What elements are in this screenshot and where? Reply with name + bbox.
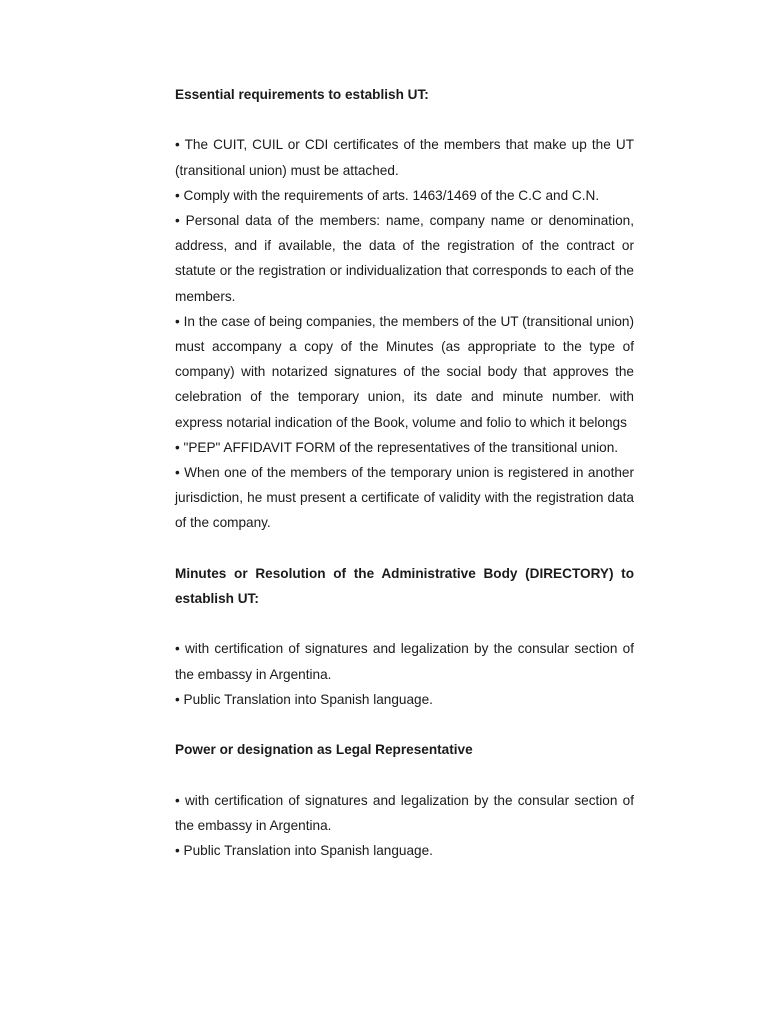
list-item: • with certification of signatures and legalization by the consular section of the embassy in Argentina. xyxy=(175,792,634,833)
list-item: • with certification of signatures and legalization by the consular section of the embassy in Argentina. xyxy=(175,641,634,682)
spacer xyxy=(175,712,634,737)
list-item: • Personal data of the members: name, company name or denomination, address, and if available, the data of the registration of the contract or statute or the registration or individualization that corresponds to each of the members. xyxy=(175,213,634,304)
list-item: • "PEP" AFFIDAVIT FORM of the representatives of the transitional union. xyxy=(175,439,619,455)
document-page xyxy=(175,82,634,863)
list-item: • When one of the members of the temporary union is registered in another jurisdiction, he must present a certificate of validity with the registration data of the company. xyxy=(175,465,634,531)
section-title-essential-requirements: Essential requirements to establish UT: xyxy=(175,87,429,102)
section-title-power-designation: Power or designation as Legal Representative xyxy=(175,742,473,758)
list-item: • Comply with the requirements of arts. 1463/1469 of the C.C and C.N. xyxy=(175,187,600,203)
list-item: • In the case of being companies, the members of the UT (transitional union) must accompany a copy of the Minutes (as appropriate to the type of company) with notarized signatures of the social body that approves the celebration of the temporary union, its date and minute number. with express notarial indication of the Book, volume and folio to which it belongs xyxy=(175,313,634,430)
spacer xyxy=(175,611,634,636)
section-title-minutes-resolution: Minutes or Resolution of the Administrative Body (DIRECTORY) to establish UT: xyxy=(175,565,634,607)
list-item: • The CUIT, CUIL or CDI certificates of the members that make up the UT (transitional union) must be attached. xyxy=(175,137,634,178)
spacer xyxy=(175,536,634,561)
list-item: • Public Translation into Spanish language. xyxy=(175,691,433,707)
list-item: • Public Translation into Spanish language. xyxy=(175,843,433,859)
spacer xyxy=(175,107,634,132)
spacer xyxy=(175,762,634,787)
